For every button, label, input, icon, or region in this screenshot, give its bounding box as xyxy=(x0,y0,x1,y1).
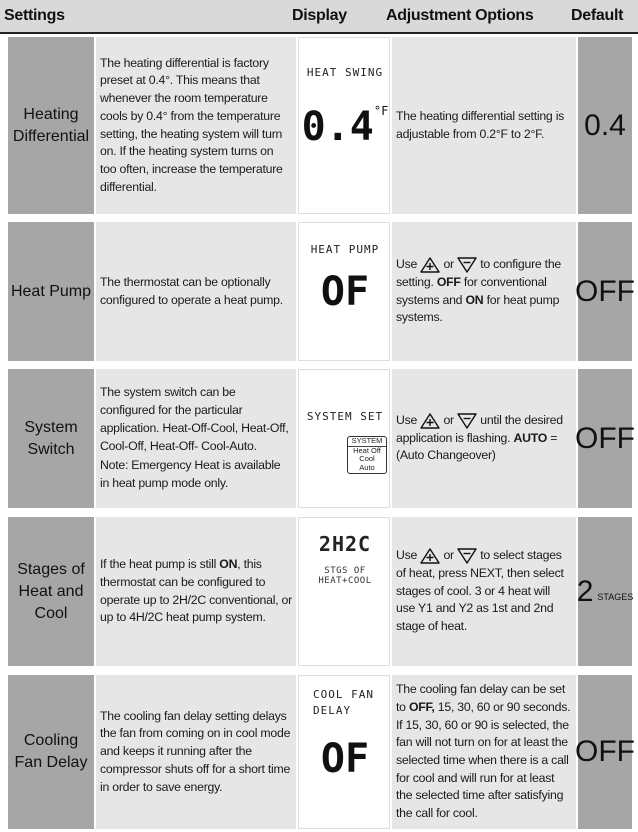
adjust-off-keyword: OFF, xyxy=(408,699,435,714)
adjust-text-c: for heat pump systems. xyxy=(396,292,560,325)
table-row-stages xyxy=(8,517,632,666)
setting-description xyxy=(96,675,296,829)
lcd-top-line1: COOL FAN xyxy=(313,688,374,701)
adjust-use-text: Use xyxy=(396,548,418,563)
adjust-text-a: to configure the setting. xyxy=(396,257,562,289)
description-note: Note: Emergency Heat is available in heat pump mode only. xyxy=(100,458,281,490)
table-header xyxy=(0,0,638,34)
adjustment-options xyxy=(392,369,576,508)
table-row-cooling-fan-delay xyxy=(8,675,635,829)
default-value-text: OFF xyxy=(575,735,635,768)
display-lcd xyxy=(298,675,390,829)
header-display: Display xyxy=(292,7,347,24)
adjust-use-text: Use xyxy=(396,412,418,427)
setting-name: Cooling Fan Delay xyxy=(8,675,94,829)
system-switch-title: SYSTEM xyxy=(348,437,386,447)
lcd-unit: °F xyxy=(373,104,389,118)
default-value xyxy=(575,369,635,508)
default-value-text: 2 xyxy=(576,574,594,608)
adjustment-options xyxy=(392,222,576,361)
description-text: The thermostat can be optionally configured to operate a heat pump. xyxy=(100,274,283,307)
up-arrow-plus-icon xyxy=(420,413,440,429)
adjust-text xyxy=(396,681,572,823)
setting-name: System Switch xyxy=(8,369,94,508)
table-row-system-switch xyxy=(8,369,635,508)
adjustment-options xyxy=(392,517,576,666)
description-text: The cooling fan delay setting delays the fan from coming on in cool mode and keeps it running after the compressor shuts off for a short time in order to save energy. xyxy=(100,708,291,794)
setting-name: Stages of Heat and Cool xyxy=(8,517,94,666)
adjust-text xyxy=(396,547,572,636)
adjust-auto-keyword: AUTO xyxy=(513,430,548,445)
display-lcd xyxy=(298,222,390,361)
adjust-or-text: or xyxy=(443,412,454,427)
system-switch-line1: Heat Off xyxy=(353,445,381,455)
lcd-top-line2: DELAY xyxy=(313,704,352,717)
adjust-off-keyword: OFF xyxy=(436,274,461,289)
description-on-keyword: ON xyxy=(219,557,238,572)
adjust-text-b: = (Auto Changeover) xyxy=(396,430,558,463)
adjust-text-b: 15, 30, 60 or 90 seconds. If 15, 30, 60 or 90 is selected, the fan will not turn on for at least the selected time when there is a call for cool and will run for at least the selected time after satisfying the call for cool. xyxy=(396,699,571,821)
lcd-top-text: HEAT SWING xyxy=(306,66,384,79)
setting-name: Heating Differential xyxy=(8,37,94,214)
lcd-top-text: 2H2C xyxy=(318,532,372,556)
system-switch-line2: Cool xyxy=(359,454,375,463)
adjust-or-text: or xyxy=(443,548,454,563)
lcd-top-text: HEAT PUMP xyxy=(310,243,380,256)
adjustment-options xyxy=(392,675,576,829)
default-value-text: 0.4 xyxy=(584,108,626,142)
adjust-text-a: until the desired application is flashing. xyxy=(396,412,563,445)
default-value xyxy=(578,517,632,666)
down-arrow-minus-icon xyxy=(457,413,477,429)
description-text-a: If the heat pump is still xyxy=(100,557,217,572)
lcd-value: OF xyxy=(320,736,370,782)
setting-description xyxy=(96,369,296,508)
lcd-sub-line2: HEAT+COOL xyxy=(318,576,372,586)
table-row-heating-differential xyxy=(8,37,632,214)
description-text: The heating differential is factory preset at 0.4°. This means that whenever the room temperature cools by 0.4° from the temperature setting, the heating system will turn on. If the heating system turns on too often, increase the temperature differential. xyxy=(100,55,283,194)
adjustment-options xyxy=(392,37,576,214)
adjust-use-text: Use xyxy=(396,257,418,272)
setting-name: Heat Pump xyxy=(8,222,94,361)
default-value-text: OFF xyxy=(575,274,635,308)
down-arrow-minus-icon xyxy=(457,548,477,564)
lcd-top-text: SYSTEM SET xyxy=(306,410,384,423)
default-value-text: OFF xyxy=(575,421,635,455)
lcd-value-number: 0.4 xyxy=(301,104,374,150)
header-default: Default xyxy=(571,7,624,24)
lcd-sub-line1: STGS OF xyxy=(324,566,366,576)
header-adjustment-options: Adjustment Options xyxy=(386,7,534,24)
lcd-value xyxy=(299,104,391,150)
system-switch-graphic xyxy=(347,436,387,474)
setting-description xyxy=(96,517,296,666)
header-settings: Settings xyxy=(4,7,65,24)
up-arrow-plus-icon xyxy=(420,257,440,273)
adjust-text xyxy=(396,256,572,327)
display-lcd xyxy=(298,37,390,214)
adjust-on-keyword: ON xyxy=(465,292,484,307)
down-arrow-minus-icon xyxy=(457,257,477,273)
adjust-text: The heating differential setting is adjustable from 0.2°F to 2°F. xyxy=(396,108,565,141)
system-switch-line3: Auto xyxy=(359,462,375,472)
display-lcd xyxy=(298,369,390,508)
lcd-value: OF xyxy=(320,269,370,315)
setting-description xyxy=(96,37,296,214)
description-text xyxy=(100,556,292,627)
description-text-b: , this thermostat can be configured to operate up to 2H/2C conventional, or up to 4H/2C heat pump system. xyxy=(100,557,292,625)
default-value xyxy=(575,222,635,361)
adjust-text-a: The cooling fan delay can be set to xyxy=(396,682,566,714)
adjust-or-text: or xyxy=(443,257,454,272)
default-value xyxy=(575,675,635,829)
up-arrow-plus-icon xyxy=(420,548,440,564)
adjust-text-b: for conventional systems and xyxy=(396,274,547,307)
adjust-text xyxy=(396,412,572,465)
table-row-heat-pump xyxy=(8,222,635,361)
default-value-sub: STAGES xyxy=(597,591,634,602)
adjust-text-a: to select stages of heat, press NEXT, then select stages of cool. 3 or 4 heat will use Y1 and Y2 as 1st and 2nd stage of heat. xyxy=(396,548,564,634)
display-lcd xyxy=(298,517,390,666)
description-text: The system switch can be configured for the particular application. Heat-Off-Cool, Heat-Off, Cool-Off, Heat-Off- Cool-Auto. xyxy=(100,385,289,453)
setting-description xyxy=(96,222,296,361)
default-value xyxy=(578,37,632,214)
